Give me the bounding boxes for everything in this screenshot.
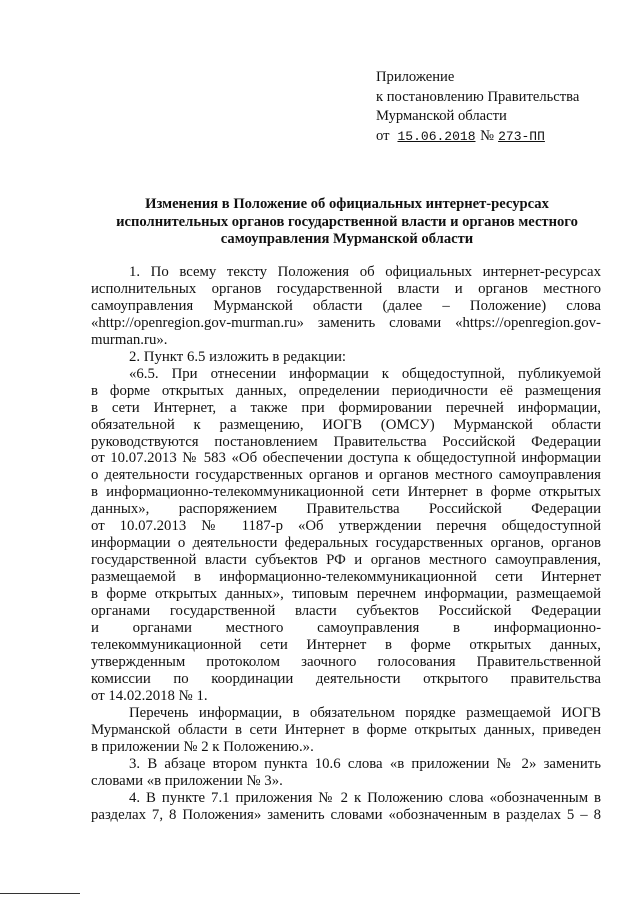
approval-line-3: Мурманской области	[376, 108, 507, 124]
body-line: в сети Интернет, а также при формировании перечней информации,	[91, 399, 601, 416]
body-line: государственной власти субъектов РФ и органов местного самоуправления,	[91, 552, 601, 569]
body-line: в приложении № 2 к Положению.».	[91, 738, 314, 755]
body-line: телекоммуникационной сети Интернет в форме открытых данных,	[91, 636, 601, 653]
body-line: и органами местного самоуправления в информационно-	[91, 620, 601, 637]
approval-number: 273-ПП	[498, 128, 545, 144]
body-line: murman.ru».	[91, 331, 168, 348]
body-line: 2. Пункт 6.5 изложить в редакции:	[129, 348, 346, 365]
body-line: 4. В пункте 7.1 приложения № 2 к Положению слова «обозначенным в	[129, 789, 601, 806]
body-line: информации о деятельности федеральных государственных органов, органов	[91, 535, 601, 552]
body-line: Мурманской области в сети Интернет в форме открытых данных, приведен	[91, 721, 601, 738]
body-line: от 10.07.2013 № 1187-р «Об утверждении перечня общедоступной	[91, 518, 601, 535]
body-line: словами «в приложении № 3».	[91, 772, 283, 789]
body-line: в форме открытых данных», типовым перечнем информации, размещаемой	[91, 586, 601, 603]
document-body	[91, 264, 601, 823]
approval-from-prefix: от	[376, 127, 390, 144]
body-line: от 10.07.2013 № 583 «Об обеспечении доступа к общедоступной информации	[91, 450, 601, 467]
approval-block	[376, 68, 616, 146]
title-line-1: Изменения в Положение об официальных интернет-ресурсах	[145, 196, 549, 212]
body-line: о деятельности государственных органов и органов местного самоуправления	[91, 467, 601, 484]
body-line: данных», распоряжением Правительства Российской Федерации	[91, 501, 601, 518]
approval-line-2: к постановлению Правительства	[376, 88, 580, 105]
approval-number-sign: №	[480, 127, 495, 144]
body-line: комиссии по координации деятельности открытого правительства	[91, 670, 601, 687]
approval-date: 15.06.2018	[397, 128, 476, 144]
body-line: 1. По всему тексту Положения об официальных интернет-ресурсах	[129, 264, 601, 280]
body-line: Перечень информации, в обязательном порядке размещаемой ИОГВ	[129, 704, 601, 721]
body-line: органами государственной власти субъектов Российской Федерации	[91, 603, 601, 620]
body-line: «6.5. При отнесении информации к общедоступной, публикуемой	[129, 365, 601, 382]
body-line: размещаемой в информационно-телекоммуникационной сети Интернет	[91, 569, 601, 586]
body-line: самоуправления Мурманской области (далее – Положение) слова	[91, 297, 601, 314]
document-title	[92, 196, 602, 249]
body-line: 3. В абзаце втором пункта 10.6 слова «в приложении № 2» заменить	[129, 755, 601, 772]
body-line: в информационно-телекоммуникационной сети Интернет в форме открытых	[91, 484, 601, 501]
body-line: «http://openregion.gov-murman.ru» заменить словами «https://openregion.gov-	[91, 314, 601, 331]
body-line: исполнительных органов государственной власти и органов местного	[91, 280, 601, 297]
body-line: в форме открытых данных, определении периодичности её размещения	[91, 382, 601, 399]
footnote-divider	[0, 893, 80, 894]
body-line: руководствуются постановлением Правительства Российской Федерации	[91, 433, 601, 450]
body-line: от 14.02.2018 № 1.	[91, 687, 208, 704]
body-line: утвержденным протоколом заочного голосования Правительственной	[91, 653, 601, 670]
approval-line-1: Приложение	[376, 69, 455, 85]
body-line: обязательной к размещению, ИОГВ (ОМСУ) Мурманской области	[91, 416, 601, 433]
approval-date-line	[376, 127, 616, 147]
title-line-2: исполнительных органов государственной власти и органов местного	[116, 213, 578, 230]
body-line: разделах 7, 8 Положения» заменить словами «обозначенным в разделах 5 – 8	[91, 806, 601, 823]
title-line-3: самоуправления Мурманской области	[220, 231, 474, 248]
